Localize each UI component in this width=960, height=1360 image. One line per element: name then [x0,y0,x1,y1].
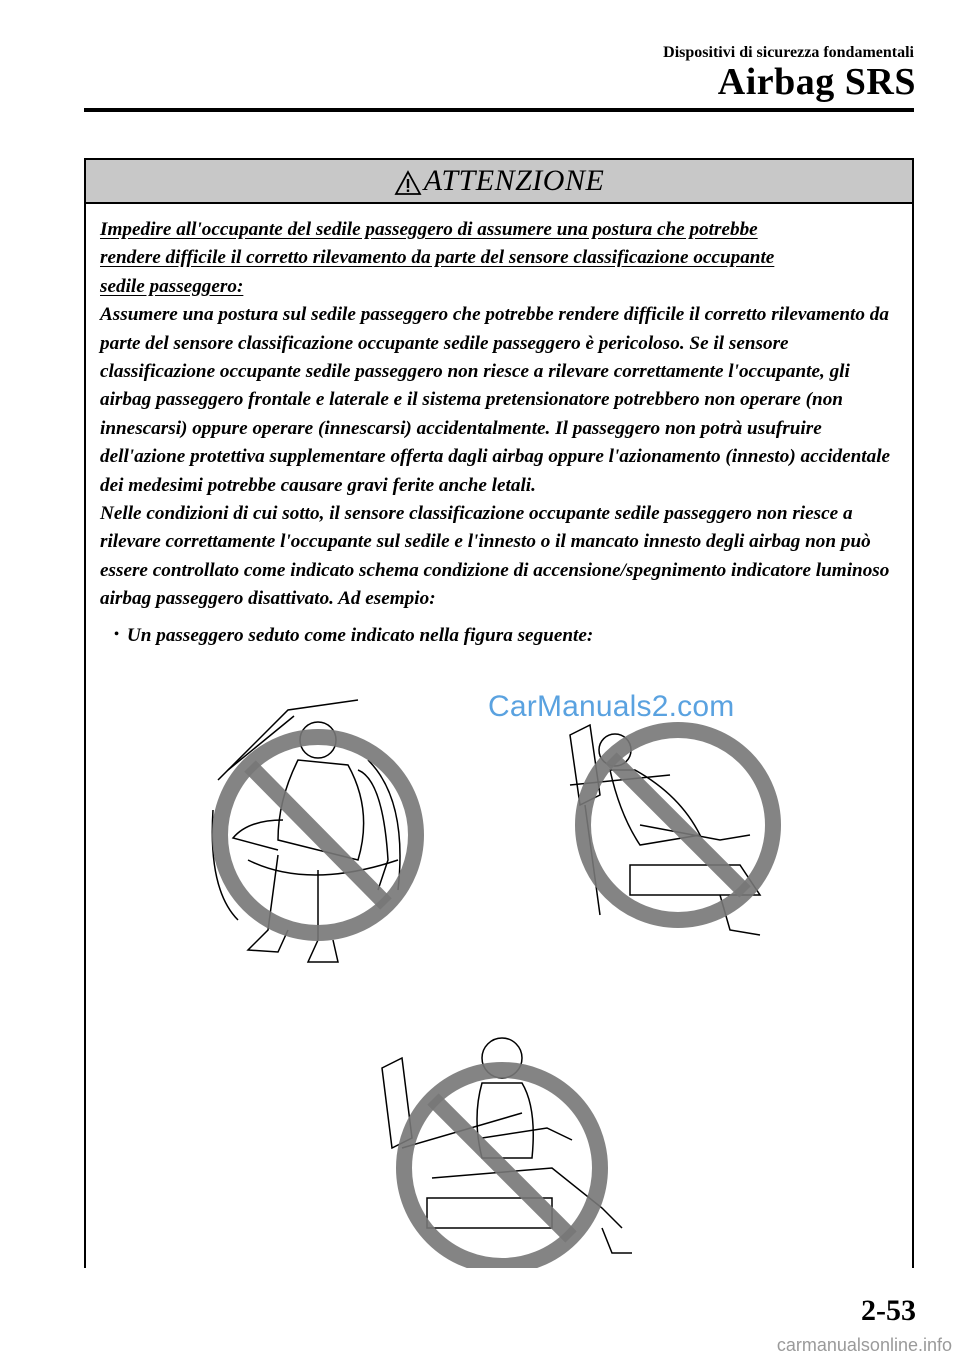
bullet-item [100,622,898,652]
warning-paragraph-2: Nelle condizioni di cui sotto, il sensore classificazione occupante sedile passeggero non riesce a rilevare correttamente l'occupante sul sedile e l'innesto o il mancato innesto degli airbag non può essere controllato come indicato schema condizione di accensione/spegnimento indicatore luminoso airbag passeggero disattivato. Ad esempio: [100,503,890,610]
warning-heading [100,216,898,301]
header-section-title: Dispositivi di sicurezza fondamentali [663,44,914,61]
figure-passenger-reclined [208,690,428,980]
prohibition-circle-icon [583,730,773,920]
warning-heading-line1: Impedire all'occupante del sedile passeggero di assumere una postura che potrebbe [100,219,758,240]
bullet-dot-icon: • [114,626,119,642]
figure-passenger-leaning [560,715,790,955]
warning-triangle-icon [394,170,422,196]
page-title: Airbag SRS [717,61,916,103]
header-divider [84,108,914,112]
footer-watermark: carmanualsonline.info [776,1335,952,1355]
bullet-text: Un passeggero seduto come indicato nella figura seguente: [126,624,594,646]
page-number: 2-53 [861,1294,916,1327]
figure-passenger-slouched [372,1028,642,1268]
warning-body [86,204,912,652]
warning-heading-line3: sedile passeggero: [100,275,244,297]
watermark-text: CarManuals2.com [488,690,735,723]
warning-header [86,160,912,204]
prohibition-circle-icon [404,1070,600,1266]
warning-paragraph-1: Assumere una postura sul sedile passeggero che potrebbe rendere difficile il corretto rilevamento da parte del sensore classificazione occupante sedile passeggero è pericoloso. Se il sensore classificazione occupante sedile passeggero non riesce a rilevare correttamente l'occupante, gli airbag passeggero frontale e laterale e il sistema pretensionatore potrebbero non operare (non innescarsi) oppure operare (innescarsi) accidentalmente. Il passeggero non potrà usufruire dell'azione protettiva supplementare offerta dagli airbag oppure l'azionamento (innesto) accidentale dei medesimi potrebbe causare gravi ferite anche letali. [100,304,891,496]
warning-label: ATTENZIONE [423,164,605,197]
warning-heading-line2: rendere difficile il corretto rilevamento da parte del sensore classificazione occupante [100,247,775,269]
